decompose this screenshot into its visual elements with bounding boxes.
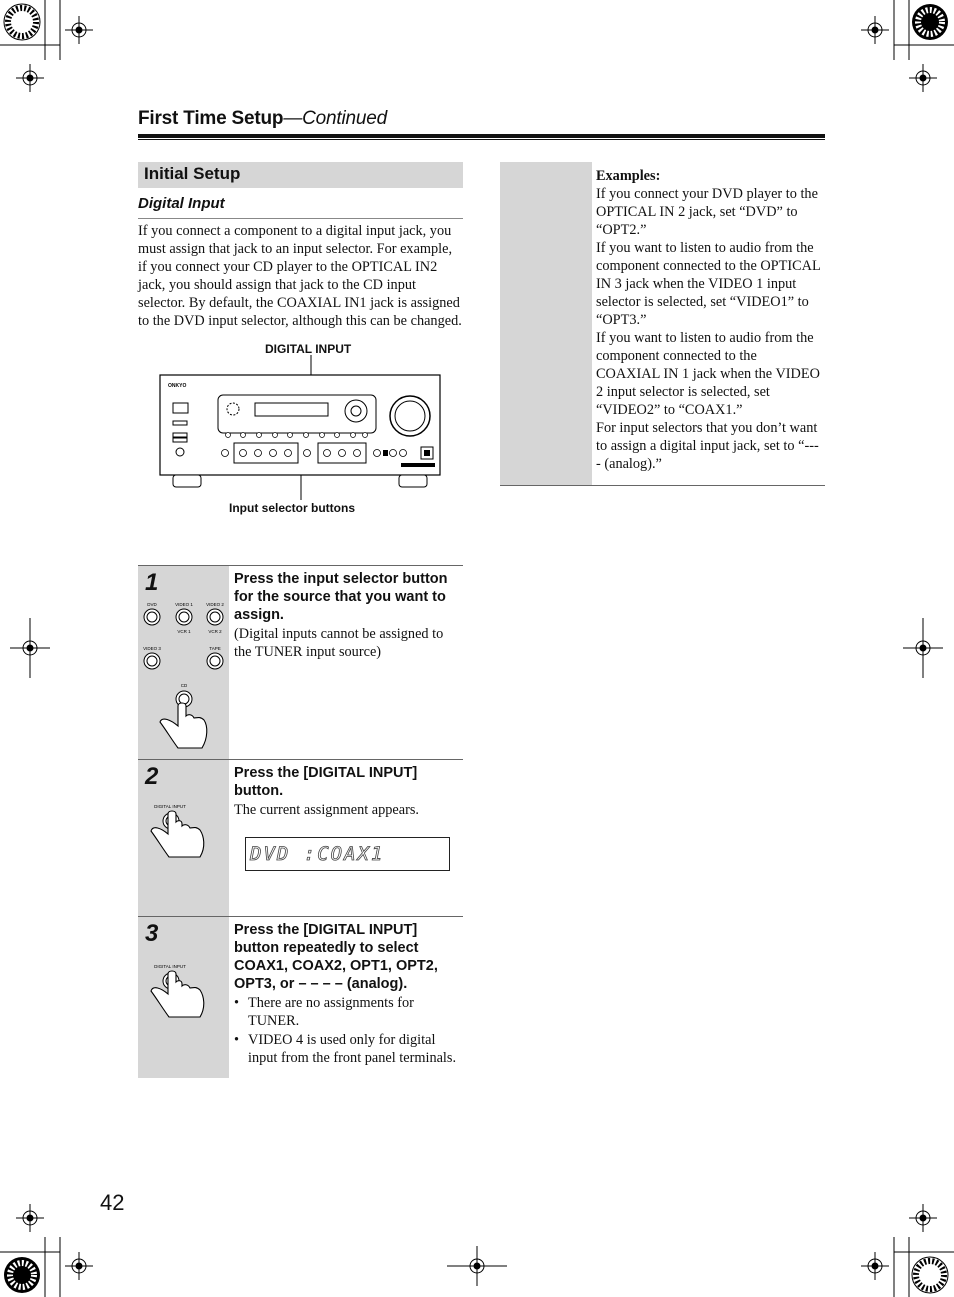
step-3-number: 3 bbox=[145, 920, 159, 947]
digital-input-button-label: DIGITAL INPUT bbox=[154, 804, 186, 809]
subsection-title: Digital Input bbox=[138, 195, 225, 212]
button-label-vcr2: VCR 2 bbox=[208, 629, 222, 634]
button-label-video3: VIDEO 3 bbox=[143, 646, 161, 651]
button-label-vcr1: VCR 1 bbox=[177, 629, 191, 634]
example-paragraph: If you want to listen to audio from the component connected to the COAXIAL IN 1 jack when the VIDEO 2 input selector is selected, set “VIDEO2” to “COAX1.” bbox=[596, 330, 820, 418]
section-title: Initial Setup bbox=[144, 164, 241, 183]
display-readout bbox=[245, 837, 450, 871]
callout-input-selector-buttons: Input selector buttons bbox=[229, 501, 355, 515]
subsection-rule bbox=[138, 218, 463, 219]
intro-paragraph: If you connect a component to a digital input jack, you must assign that jack to an input selector. For example, if you connect your CD player to the OPTICAL IN2 jack, you should assign that jack to the CD input selector. By default, the COAXIAL IN1 jack is assigned to the DVD input selector, although this can be changed. bbox=[138, 223, 462, 329]
example-paragraph: For input selectors that you don’t want to assign a digital input jack, set to “---- (analog).” bbox=[596, 420, 819, 472]
step-3-note: • VIDEO 4 is used only for digital input from the front panel terminals. bbox=[234, 1031, 462, 1067]
step-2-number: 2 bbox=[145, 763, 159, 790]
button-label-dvd: DVD bbox=[147, 602, 157, 607]
brand-logo: ONKYO bbox=[168, 383, 187, 389]
step-3-heading: Press the [DIGITAL INPUT] button repeatedly to select COAX1, COAX2, OPT1, OPT2, OPT3, or – – – – (analog). bbox=[234, 922, 438, 992]
digital-input-button-label: DIGITAL INPUT bbox=[154, 964, 186, 969]
step-1-number: 1 bbox=[145, 569, 159, 596]
header-rule-thin bbox=[138, 139, 825, 140]
step-1-heading: Press the input selector button for the source that you want to assign. bbox=[234, 571, 448, 623]
input-selector-buttons-illustration bbox=[138, 598, 229, 758]
examples-text bbox=[596, 167, 823, 473]
digital-input-button-illustration bbox=[138, 800, 229, 865]
examples-title: Examples: bbox=[596, 168, 661, 184]
step-3-note: • There are no assignments for TUNER. bbox=[234, 994, 462, 1030]
digital-input-button-illustration-repeat bbox=[138, 960, 229, 1025]
examples-rule bbox=[500, 485, 825, 486]
header-rule bbox=[138, 134, 825, 138]
button-label-tape: TAPE bbox=[209, 646, 221, 651]
examples-panel bbox=[500, 162, 592, 485]
step-3-notes bbox=[234, 994, 462, 1068]
step-1-body: (Digital inputs cannot be assigned to the TUNER input source) bbox=[234, 626, 444, 660]
example-paragraph: If you connect your DVD player to the OPTICAL IN 2 jack, set “DVD” to “OPT2.” bbox=[596, 186, 818, 238]
page-number: 42 bbox=[100, 1190, 125, 1215]
receiver-front-panel-illustration bbox=[155, 355, 445, 500]
example-paragraph: If you want to listen to audio from the component connected to the OPTICAL IN 3 jack when the VIDEO 1 input selector is selected, set “VIDEO1” to “OPT3.” bbox=[596, 240, 821, 328]
button-label-video2: VIDEO 2 bbox=[206, 602, 224, 607]
step-2-body: The current assignment appears. bbox=[234, 802, 419, 818]
header-title: First Time Setup bbox=[138, 108, 284, 129]
callout-digital-input: DIGITAL INPUT bbox=[265, 342, 352, 356]
step-2-heading: Press the [DIGITAL INPUT] button. bbox=[234, 765, 418, 799]
button-label-cd: CD bbox=[180, 683, 188, 688]
header-continued: —Continued bbox=[283, 108, 387, 129]
page-header-title bbox=[138, 108, 387, 130]
button-label-video1: VIDEO 1 bbox=[175, 602, 193, 607]
display-text: DVD :COAX1 bbox=[250, 843, 385, 865]
